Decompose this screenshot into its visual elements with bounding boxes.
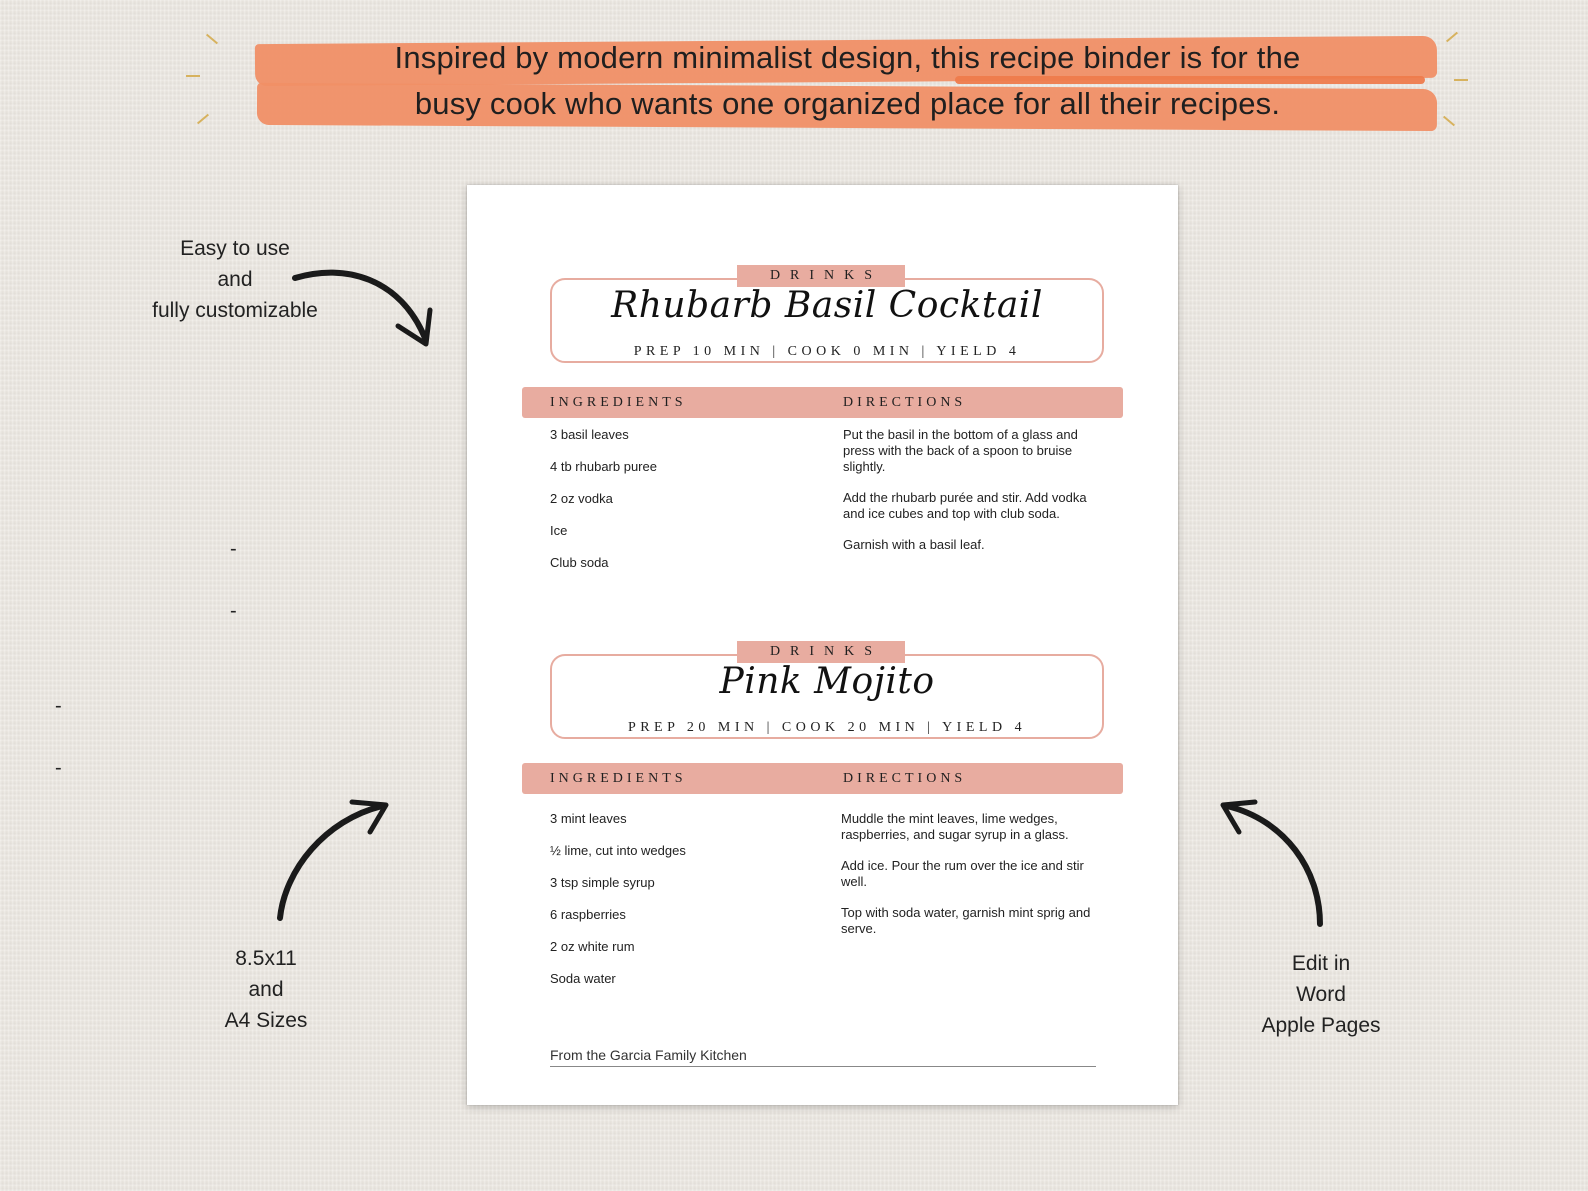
sparkle-mark	[1443, 116, 1455, 127]
callout-line: Easy to use	[180, 237, 290, 260]
directions-heading: DIRECTIONS	[843, 771, 967, 786]
dash-mark: -	[55, 695, 62, 717]
curved-arrow-icon	[270, 800, 405, 925]
ingredient-item: 2 oz vodka	[550, 491, 613, 506]
directions-list	[841, 811, 1091, 952]
direction-step: Garnish with a basil leaf.	[843, 537, 985, 552]
recipe-title: Pink Mojito	[719, 661, 935, 702]
direction-step: Muddle the mint leaves, lime wedges, raspberries, and sugar syrup in a glass.	[841, 811, 1069, 842]
recipe-card	[467, 185, 1178, 570]
recipe-sheet	[467, 185, 1178, 1105]
recipe-meta: PREP 10 MIN | COOK 0 MIN | YIELD 4	[633, 344, 1021, 359]
ingredient-item: 3 basil leaves	[550, 427, 629, 442]
brush-stroke	[955, 76, 1425, 84]
ingredients-list	[550, 811, 810, 1003]
footer-note: From the Garcia Family Kitchen	[550, 1047, 747, 1063]
ingredients-heading: INGREDIENTS	[550, 395, 687, 410]
recipe-card	[467, 561, 1178, 986]
ingredient-item: 3 mint leaves	[550, 811, 627, 826]
direction-step: Put the basil in the bottom of a glass and press with the back of a spoon to bruise slightly.	[843, 427, 1078, 474]
ingredient-item: 6 raspberries	[550, 907, 626, 922]
sparkle-mark	[186, 75, 200, 77]
directions-heading: DIRECTIONS	[843, 395, 967, 410]
headline-line-2: busy cook who wants one organized place for all their recipes.	[414, 86, 1281, 121]
ingredient-item: 3 tsp simple syrup	[550, 875, 655, 890]
callout-line: Word	[1296, 983, 1346, 1006]
curved-arrow-icon	[1215, 800, 1330, 930]
ingredient-item: ½ lime, cut into wedges	[550, 843, 686, 858]
ingredient-item: 2 oz white rum	[550, 939, 635, 954]
callout-line: and	[248, 978, 284, 1001]
category-tag: DRINKS	[737, 265, 905, 287]
direction-step: Add the rhubarb purée and stir. Add vodka and ice cubes and top with club soda.	[843, 490, 1087, 521]
ingredients-heading: INGREDIENTS	[550, 771, 687, 786]
direction-step: Top with soda water, garnish mint sprig and serve.	[841, 905, 1091, 936]
dash-mark: -	[230, 600, 237, 622]
sparkle-mark	[1446, 32, 1458, 43]
callout-line: 8.5x11	[235, 947, 297, 970]
recipe-title: Rhubarb Basil Cocktail	[611, 285, 1043, 326]
callout-line: Apple Pages	[1261, 1014, 1381, 1037]
sparkle-mark	[1454, 79, 1468, 81]
callout-line: A4 Sizes	[224, 1009, 308, 1032]
sparkle-mark	[206, 34, 218, 45]
curved-arrow-icon	[290, 268, 440, 358]
callout-edit	[1236, 948, 1406, 1041]
headline-line-1: Inspired by modern minimalist design, this recipe binder is for the	[394, 40, 1301, 75]
category-tag: DRINKS	[737, 641, 905, 663]
ingredient-item: Club soda	[550, 555, 609, 570]
callout-line: fully customizable	[152, 299, 318, 322]
callout-line: and	[217, 268, 253, 291]
ingredient-item: 4 tb rhubarb puree	[550, 459, 657, 474]
recipe-meta: PREP 20 MIN | COOK 20 MIN | YIELD 4	[627, 720, 1027, 735]
dash-mark: -	[55, 757, 62, 779]
ingredient-item: Soda water	[550, 971, 616, 986]
ingredient-item: Ice	[550, 523, 568, 538]
dash-mark: -	[230, 538, 237, 560]
sparkle-mark	[197, 114, 209, 125]
footer-rule	[550, 1066, 1096, 1067]
callout-sizes	[186, 943, 346, 1036]
callout-line: Edit in	[1291, 952, 1351, 975]
direction-step: Add ice. Pour the rum over the ice and stir well.	[841, 858, 1084, 889]
directions-list	[843, 427, 1093, 568]
headline-banner	[255, 36, 1440, 130]
